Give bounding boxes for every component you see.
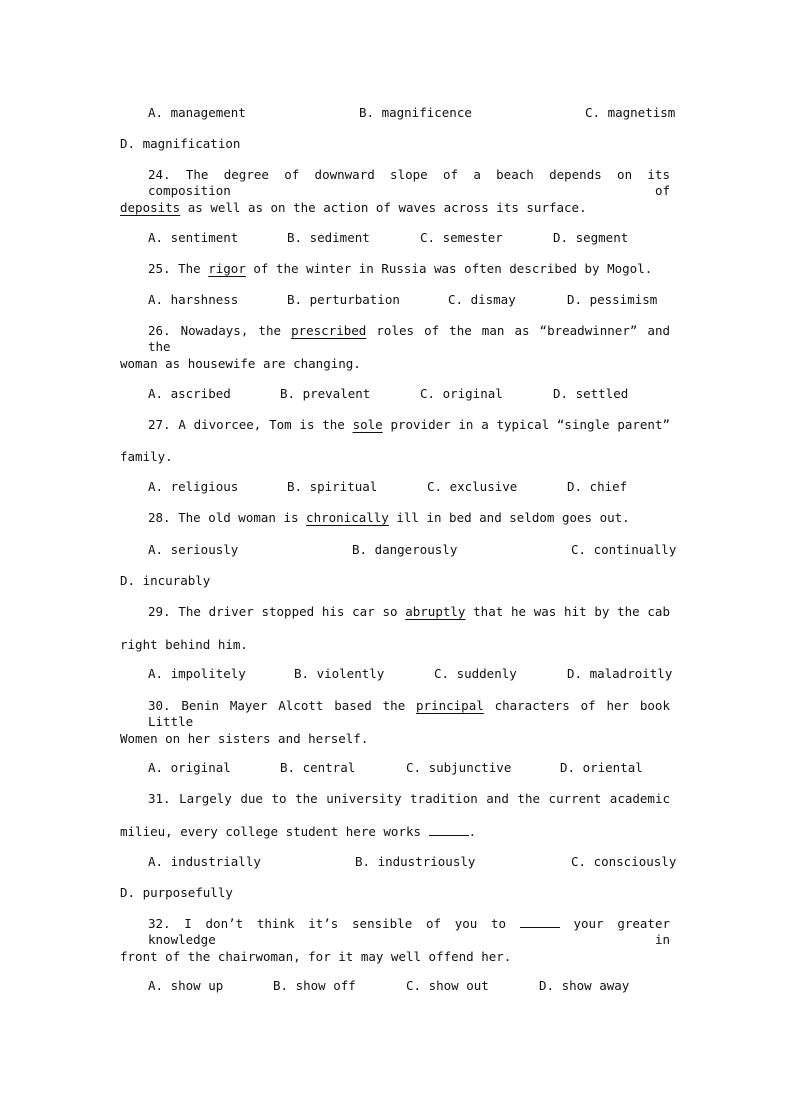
q26-stem-line1: 26. Nowadays, the prescribed roles of the man as “breadwinner” and the [148, 323, 671, 354]
q28-underlined-word: chronically [306, 510, 389, 525]
q26-stem-line2: woman as housewife are changing. [120, 356, 361, 371]
q28-option-c: C. continually [571, 542, 677, 557]
q29-stem-line2: right behind him. [120, 637, 248, 652]
q30-option-b: B. central [280, 760, 356, 775]
q30-underlined-word: principal [416, 698, 484, 713]
q28-option-a: A. seriously [148, 542, 239, 557]
q31-option-d: D. purposefully [120, 885, 233, 900]
q32-stem-line1: 32. I don’t think it’s sensible of you to your greater knowledge in [148, 916, 670, 947]
q31-option-a: A. industrially [148, 854, 261, 869]
q30-option-d: D. oriental [560, 760, 643, 775]
q29-option-b: B. violently [294, 666, 385, 681]
q32-answer-blank [520, 916, 560, 928]
q32-option-d: D. show away [539, 978, 630, 993]
q25-underlined-word: rigor [208, 261, 246, 276]
q28-option-b: B. dangerously [352, 542, 458, 557]
q25-option-d: D. pessimism [567, 292, 658, 307]
q28-stem: 28. The old woman is chronically ill in bed and seldom goes out. [148, 510, 630, 525]
q29-option-d: D. maladroitly [567, 666, 673, 681]
q27-underlined-word: sole [352, 417, 383, 432]
q26-underlined-word: prescribed [291, 323, 367, 338]
q30-option-c: C. subjunctive [406, 760, 512, 775]
q23-option-a: A. management [148, 105, 246, 120]
q23-option-b: B. magnificence [359, 105, 472, 120]
q32-option-b: B. show off [273, 978, 356, 993]
q23-option-d: D. magnification [120, 136, 241, 151]
q26-option-b: B. prevalent [280, 386, 371, 401]
q27-option-c: C. exclusive [427, 479, 518, 494]
q25-option-a: A. harshness [148, 292, 239, 307]
q24-stem-line1: 24. The degree of downward slope of a beach depends on its composition of [148, 167, 670, 198]
q24-option-d: D. segment [553, 230, 629, 245]
q32-stem-line2: front of the chairwoman, for it may well offend her. [120, 949, 512, 964]
q31-option-c: C. consciously [571, 854, 677, 869]
q31-option-b: B. industriously [355, 854, 476, 869]
q24-underlined-word: deposits [120, 200, 181, 215]
q27-stem-line2: family. [120, 449, 173, 464]
q24-stem-line2: deposits as well as on the action of waves across its surface. [120, 200, 587, 215]
q27-option-b: B. spiritual [287, 479, 378, 494]
q31-stem-line1: 31. Largely due to the university tradition and the current academic [148, 791, 670, 806]
q31-answer-blank [429, 824, 469, 836]
q25-option-b: B. perturbation [287, 292, 400, 307]
q32-option-a: A. show up [148, 978, 224, 993]
q32-option-c: C. show out [406, 978, 489, 993]
q24-option-b: B. sediment [287, 230, 370, 245]
q25-stem: 25. The rigor of the winter in Russia was often described by Mogol. [148, 261, 653, 276]
q26-option-d: D. settled [553, 386, 629, 401]
q28-option-d: D. incurably [120, 573, 211, 588]
q29-stem-line1: 29. The driver stopped his car so abruptly that he was hit by the cab [148, 604, 670, 619]
q30-stem-line1: 30. Benin Mayer Alcott based the principal characters of her book Little [148, 698, 670, 729]
q26-option-a: A. ascribed [148, 386, 231, 401]
q27-stem-line1: 27. A divorcee, Tom is the sole provider in a typical “single parent” [148, 417, 671, 432]
q29-option-a: A. impolitely [148, 666, 246, 681]
q29-option-c: C. suddenly [434, 666, 517, 681]
q26-option-c: C. original [420, 386, 503, 401]
q31-stem-line2: milieu, every college student here works . [120, 824, 477, 839]
q30-stem-line2: Women on her sisters and herself. [120, 731, 369, 746]
q24-option-c: C. semester [420, 230, 503, 245]
q27-option-a: A. religious [148, 479, 239, 494]
q25-option-c: C. dismay [448, 292, 516, 307]
q27-option-d: D. chief [567, 479, 628, 494]
q30-option-a: A. original [148, 760, 231, 775]
q29-underlined-word: abruptly [405, 604, 466, 619]
q23-option-c: C. magnetism [585, 105, 676, 120]
q24-option-a: A. sentiment [148, 230, 239, 245]
